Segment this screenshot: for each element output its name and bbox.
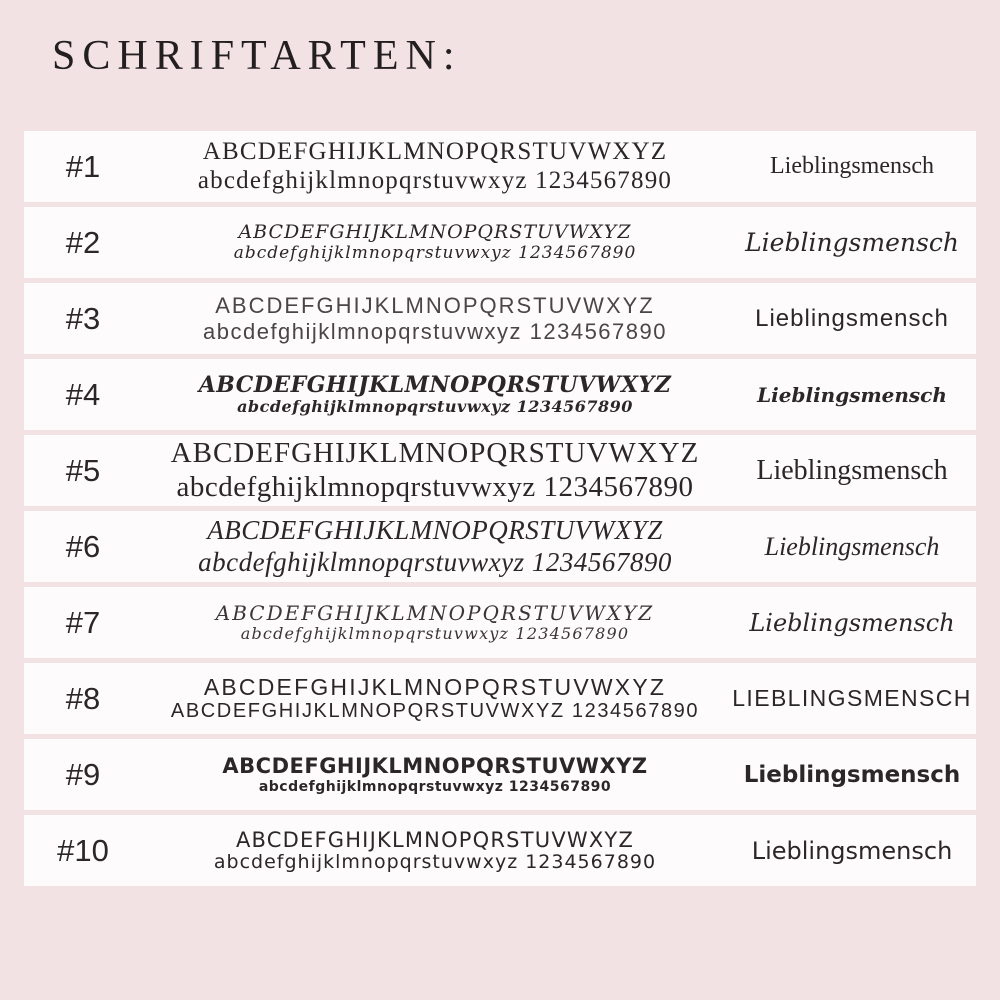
alphabet-lowercase-digits: abcdefghijklmnopqrstuvwxyz 1234567890	[203, 318, 667, 344]
alphabet-lowercase-digits: abcdefghijklmnopqrstuvwxyz 1234567890	[213, 850, 657, 873]
font-row-sample: Lieblingsmensch	[745, 228, 959, 257]
font-row-alphabet	[142, 222, 728, 263]
font-row-alphabet	[142, 674, 728, 723]
font-row-sample: Lieblingsmensch	[764, 531, 940, 561]
alphabet-lowercase-digits: abcdefghijklmnopqrstuvwxyz 1234567890	[237, 396, 633, 416]
font-rows-list	[24, 131, 976, 891]
font-row-alphabet	[142, 437, 728, 504]
alphabet-uppercase: ABCDEFGHIJKLMNOPQRSTUVWXYZ	[203, 673, 667, 700]
font-row-alphabet	[142, 138, 728, 196]
font-row-number: #9	[65, 756, 101, 792]
font-row-alphabet	[142, 293, 728, 344]
page-title: SCHRIFTARTEN:	[52, 33, 462, 79]
alphabet-lowercase-digits: abcdefghijklmnopqrstuvwxyz 1234567890	[197, 166, 673, 194]
font-row-alphabet	[142, 515, 728, 577]
font-row-number: #3	[65, 300, 101, 336]
font-row-alphabet	[142, 602, 728, 643]
font-row-number: #4	[65, 376, 101, 412]
alphabet-lowercase-digits: abcdefghijklmnopqrstuvwxyz 1234567890	[233, 242, 637, 263]
font-row-number: #5	[65, 452, 101, 488]
alphabet-uppercase: ABCDEFGHIJKLMNOPQRSTUVWXYZ	[235, 827, 635, 852]
alphabet-uppercase: ABCDEFGHIJKLMNOPQRSTUVWXYZ	[238, 221, 632, 243]
font-row-sample: LIEBLINGSMENSCH	[732, 685, 972, 711]
alphabet-uppercase: ABCDEFGHIJKLMNOPQRSTUVWXYZ	[222, 754, 648, 779]
alphabet-uppercase: ABCDEFGHIJKLMNOPQRSTUVWXYZ	[207, 515, 663, 546]
alphabet-uppercase: ABCDEFGHIJKLMNOPQRSTUVWXYZ	[215, 293, 655, 319]
alphabet-lowercase-digits: ABCDEFGHIJKLMNOPQRSTUVWXYZ 1234567890	[170, 700, 700, 723]
font-row-sample: Lieblingsmensch	[749, 608, 955, 637]
font-row-4	[24, 359, 976, 430]
font-row-sample: Lieblingsmensch	[757, 382, 947, 407]
font-row-alphabet	[142, 373, 728, 417]
font-row-sample: Lieblingsmensch	[755, 304, 949, 332]
font-row-1	[24, 131, 976, 202]
alphabet-uppercase: ABCDEFGHIJKLMNOPQRSTUVWXYZ	[202, 137, 668, 165]
font-row-number: #6	[65, 528, 101, 564]
font-row-2	[24, 207, 976, 278]
font-row-sample: Lieblingsmensch	[756, 454, 948, 486]
font-row-9	[24, 739, 976, 810]
font-row-sample: Lieblingsmensch	[743, 761, 961, 788]
font-row-sample: Lieblingsmensch	[751, 836, 953, 865]
font-row-6	[24, 511, 976, 582]
font-row-8	[24, 663, 976, 734]
alphabet-lowercase-digits: abcdefghijklmnopqrstuvwxyz 1234567890	[258, 778, 612, 795]
font-row-7	[24, 587, 976, 658]
alphabet-uppercase: ABCDEFGHIJKLMNOPQRSTUVWXYZ	[170, 437, 700, 470]
font-row-5	[24, 435, 976, 506]
font-row-number: #7	[65, 604, 101, 640]
font-row-sample: Lieblingsmensch	[770, 153, 934, 179]
font-row-10	[24, 815, 976, 886]
font-row-number: #1	[65, 148, 101, 184]
alphabet-lowercase-digits: abcdefghijklmnopqrstuvwxyz 1234567890	[198, 546, 672, 577]
alphabet-uppercase: ABCDEFGHIJKLMNOPQRSTUVWXYZ	[215, 601, 655, 625]
font-row-alphabet	[142, 828, 728, 874]
alphabet-lowercase-digits: abcdefghijklmnopqrstuvwxyz 1234567890	[176, 470, 694, 503]
font-row-number: #2	[65, 224, 101, 260]
alphabet-lowercase-digits: abcdefghijklmnopqrstuvwxyz 1234567890	[240, 623, 630, 643]
font-row-number: #8	[65, 680, 101, 716]
font-row-3	[24, 283, 976, 354]
font-row-number: #10	[57, 832, 109, 868]
font-row-alphabet	[142, 754, 728, 794]
alphabet-uppercase: ABCDEFGHIJKLMNOPQRSTUVWXYZ	[198, 372, 672, 398]
